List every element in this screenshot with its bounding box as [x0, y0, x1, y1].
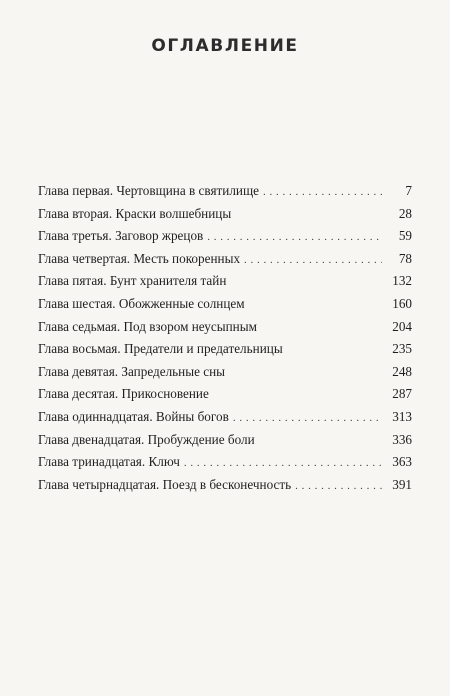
toc-page-number: 391: [392, 476, 412, 492]
toc-page-number: 287: [392, 386, 412, 402]
toc-entry: [38, 454, 412, 477]
toc-entry: [38, 341, 412, 364]
toc-page-number: 59: [398, 228, 412, 244]
toc-entry-title: Глава пятая. Бунт хранителя тайн: [38, 273, 227, 289]
toc-entry: [38, 273, 412, 296]
toc-entry-title: Глава четырнадцатая. Поезд в бесконечность: [38, 476, 292, 492]
toc-dot-leader: [263, 186, 382, 198]
toc-entry: [38, 206, 412, 229]
toc-entry-title: Глава четвертая. Месть покоренных: [38, 250, 241, 266]
toc-entry-title: Глава седьмая. Под взором неусыпным: [38, 318, 257, 334]
toc-page-number: 7: [405, 183, 412, 198]
toc-dot-leader: [184, 457, 382, 469]
toc-entry-title: Глава шестая. Обожженные солнцем: [38, 295, 245, 311]
toc-entry: [38, 432, 412, 455]
toc-entry: [38, 296, 412, 319]
toc-entry-title: Глава восьмая. Предатели и предательницы: [38, 341, 283, 357]
toc-dot-leader: [244, 254, 382, 266]
toc-entry-title: Глава первая. Чертовщина в святилище: [38, 183, 259, 198]
toc-page-number: 313: [392, 408, 412, 424]
toc-entry: [38, 228, 412, 251]
toc-dot-leader: [207, 231, 382, 243]
toc-dot-leader: [233, 412, 382, 424]
toc-entry: [38, 364, 412, 387]
toc-entry: [38, 183, 412, 206]
contents-heading: ОГЛАВЛЕНИЕ: [151, 36, 299, 56]
toc-page-number: 132: [392, 273, 412, 289]
toc-page-number: 248: [392, 363, 412, 379]
toc-page-number: 204: [392, 318, 412, 334]
table-of-contents: [38, 183, 412, 499]
toc-dot-leader: [295, 480, 382, 492]
toc-entry-title: Глава вторая. Краски волшебницы: [38, 205, 232, 221]
toc-entry-title: Глава тринадцатая. Ключ: [38, 454, 180, 470]
toc-page-number: 28: [398, 205, 412, 221]
toc-entry-title: Глава десятая. Прикосновение: [38, 386, 209, 402]
toc-entry-title: Глава третья. Заговор жрецов: [38, 228, 204, 244]
toc-page-number: 78: [398, 250, 412, 266]
toc-entry: [38, 409, 412, 432]
toc-entry: [38, 319, 412, 342]
toc-entry: [38, 251, 412, 274]
toc-entry-title: Глава одиннадцатая. Войны богов: [38, 408, 229, 424]
toc-entry: [38, 477, 412, 500]
toc-page-number: 336: [392, 431, 412, 447]
toc-entry: [38, 386, 412, 409]
toc-entry-title: Глава двенадцатая. Пробуждение боли: [38, 431, 255, 447]
toc-entry-title: Глава девятая. Запредельные сны: [38, 363, 225, 379]
toc-page-number: 160: [392, 295, 412, 311]
toc-page-number: 235: [392, 341, 412, 357]
toc-page-number: 363: [392, 454, 412, 470]
